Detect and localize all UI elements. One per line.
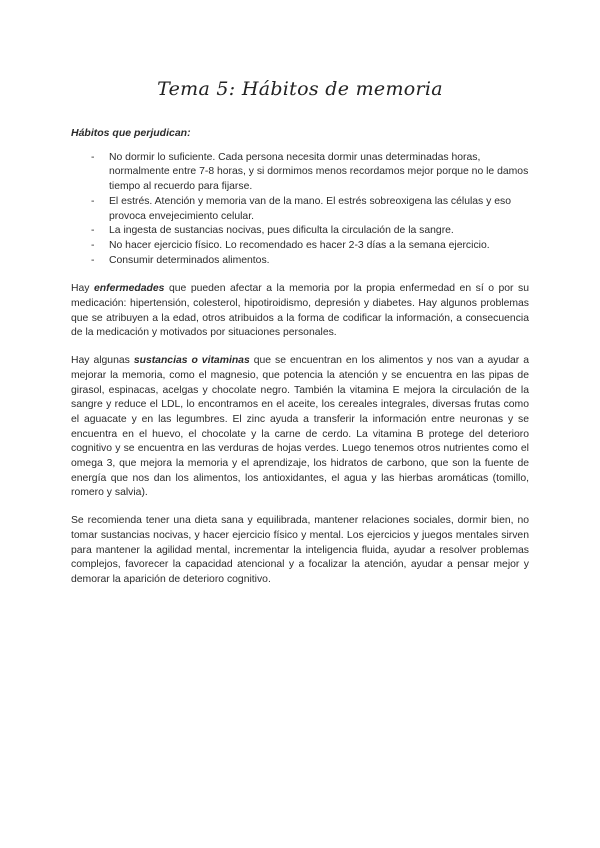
bullet-marker: -	[91, 225, 95, 237]
emphasis-term: sustancias o vitaminas	[133, 355, 250, 367]
paragraph-text: que se encuentran en los alimentos y nos van a ayudar a mejorar la memoria, como el magnesio, que potencia la atención y se encuentra en las pipas de girasol, espinacas, acelgas y chocolate negro. También la vitamina E mejora la circulación de la sangre y reduce el LDL, lo encontramos en el aceite, los cereales integrales, diversas frutas como el aguacate y en las legumbres. El zinc ayuda a transferir la información entre neuronas y se encuentra en el huevo, el chocolate y la carne de cerdo. La vitamina B protege del deterioro cognitivo y se encuentra en las verduras de hojas verdes. Luego tenemos otros nutrientes como el omega 3, que mejora la memoria y el aprendizaje, los hidratos de carbono, que son la fuente de energía que nos dan los alimentos, los antioxidantes, el agua y las hierbas aromáticas (tomillo, romero y salvia).	[71, 355, 529, 499]
list-item	[71, 239, 529, 254]
emphasis-term: enfermedades	[94, 283, 165, 295]
list-item-text: El estrés. Atención y memoria van de la mano. El estrés sobreoxigena las células y eso provoca envejecimiento celular.	[109, 195, 511, 222]
paragraph-vitaminas	[71, 354, 529, 501]
list-item	[71, 254, 529, 269]
paragraph-text: Hay	[71, 283, 94, 295]
list-item	[71, 224, 529, 239]
list-item-text: No dormir lo suficiente. Cada persona necesita dormir unas determinadas horas, normalmente entre 7-8 horas, y si dormimos menos recordamos mejor porque no le damos tiempo al recuerdo para fijarse.	[109, 151, 529, 193]
paragraph-recomendaciones: Se recomienda tener una dieta sana y equilibrada, mantener relaciones sociales, dormir bien, no tomar sustancias nocivas, y hacer ejercicio físico y mental. Los ejercicios y juegos mentales sirven para mantener la agilidad mental, incrementar la inteligencia fluida, ayudar a resolver problemas complejos, favorecer la capacidad atencional y a focalizar la atención, ayudar a pensar mejor y demorar la aparición de deterioro cognitivo.	[71, 515, 529, 585]
list-item	[71, 151, 529, 195]
list-item-text: La ingesta de sustancias nocivas, pues dificulta la circulación de la sangre.	[109, 225, 454, 237]
paragraph-text: Hay algunas	[71, 355, 134, 367]
paragraph-text: que pueden afectar a la memoria por la propia enfermedad en sí o por su medicación: hipertensión, colesterol, hipotiroidismo, depresión y diabetes. Hay algunos problemas que se atribuyen a la edad, otros atribuidos a la forma de codificar la información, a consecuencia de la medicación y motivados por situaciones personales.	[71, 283, 529, 339]
bullet-marker: -	[91, 254, 95, 266]
paragraph-enfermedades	[71, 282, 529, 341]
list-item	[71, 195, 529, 224]
bullet-marker: -	[91, 195, 95, 207]
page-title: Tema 5: Hábitos de memoria	[157, 78, 443, 100]
habits-list	[71, 151, 529, 269]
document-body	[71, 126, 529, 601]
list-item-text: Consumir determinados alimentos.	[109, 254, 270, 266]
list-item-text: No hacer ejercicio físico. Lo recomendado es hacer 2-3 días a la semana ejercicio.	[109, 239, 490, 251]
bullet-marker: -	[91, 239, 95, 251]
bullet-marker: -	[91, 151, 95, 163]
section-heading: Hábitos que perjudican:	[71, 127, 191, 139]
